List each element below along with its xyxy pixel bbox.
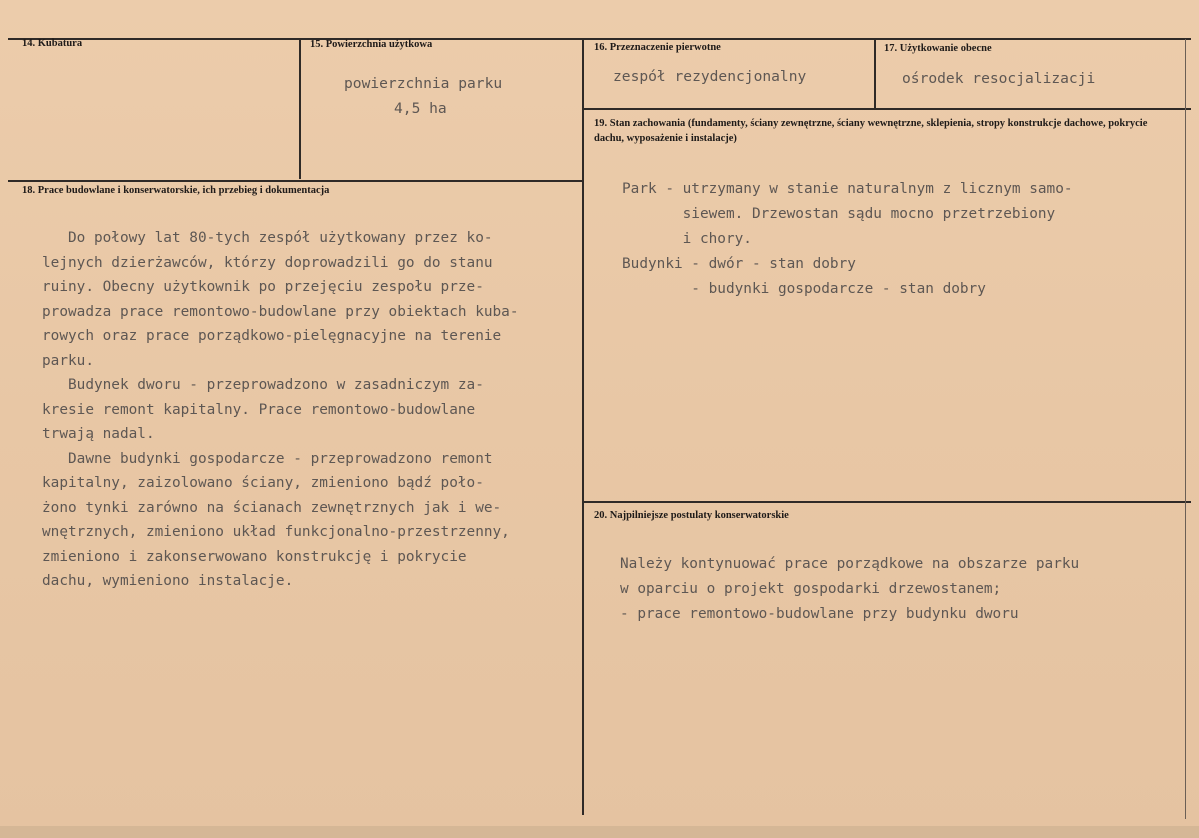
field-18-line: Budynek dworu - przeprowadzono w zasadniczym za- xyxy=(42,377,484,393)
top-rule xyxy=(8,38,1191,40)
field-18-line: prowadza prace remontowo-budowlane przy obiektach kuba- xyxy=(42,303,519,320)
field-19-text xyxy=(622,177,1073,302)
card-bottom-edge xyxy=(0,826,1199,838)
divider-14-15 xyxy=(299,39,301,179)
field-20-line: - prace remontowo-budowlane przy budynku dworu xyxy=(620,606,1019,622)
field-18-line: Do połowy lat 80-tych zespół użytkowany przez ko- xyxy=(42,230,493,246)
field-18-line: Dawne budynki gospodarcze - przeprowadzono remont xyxy=(42,450,493,467)
field-19-line: Park - utrzymany w stanie naturalnym z licznym samo- xyxy=(622,181,1073,197)
field-18-line: kapitalny, zaizolowano ściany, zmieniono bądź poło- xyxy=(42,475,484,491)
field-20-line: w oparciu o projekt gospodarki drzewostanem; xyxy=(620,581,1002,597)
field-18-line: wnętrznych, zmieniono układ funkcjonalno-przestrzenny, xyxy=(42,524,510,540)
field-20-label: 20. Najpilniejsze postulaty konserwatorskie xyxy=(594,510,789,521)
field-18-line: parku. xyxy=(42,352,94,369)
right-edge-line xyxy=(1185,39,1186,819)
field-20-line: Należy kontynuować prace porządkowe na obszarze parku xyxy=(620,556,1080,572)
field-15-value-line-2: 4,5 ha xyxy=(394,100,447,117)
field-17-label: 17. Użytkowanie obecne xyxy=(884,43,992,54)
field-16-value: zespół rezydencjonalny xyxy=(613,68,807,85)
rule-above-18 xyxy=(8,180,584,182)
field-18-text xyxy=(42,226,519,594)
field-18-label: 18. Prace budowlane i konserwatorskie, ich przebieg i dokumentacja xyxy=(22,185,330,196)
divider-16-17 xyxy=(874,39,876,109)
field-19-label: 19. Stan zachowania (fundamenty, ściany zewnętrzne, ściany wewnętrzne, sklepienia, stropy konstrukcje dachowe, pokrycie dachu, wyposażenie i instalacje) xyxy=(594,118,1148,144)
field-20-text xyxy=(620,552,1079,627)
field-18-line: lejnych dzierżawców, którzy doprowadzili go do stanu xyxy=(42,254,493,271)
rule-above-20 xyxy=(583,501,1191,503)
field-15-value-line-1: powierzchnia parku xyxy=(344,75,503,92)
field-19-line: - budynki gospodarcze - stan dobry xyxy=(622,281,986,297)
field-18-line: ruiny. Obecny użytkownik po przejęciu zespołu prze- xyxy=(42,279,484,295)
field-19-line: i chory. xyxy=(622,231,752,247)
field-18-line: żono tynki zarówno na ścianach zewnętrznych jak i we- xyxy=(42,499,502,516)
field-17-value: ośrodek resocjalizacji xyxy=(902,70,1096,87)
field-18-line: zmieniono i zakonserwowano konstrukcję i pokrycie xyxy=(42,548,467,565)
field-19-line: Budynki - dwór - stan dobry xyxy=(622,256,856,272)
field-16-label: 16. Przeznaczenie pierwotne xyxy=(594,42,721,53)
field-15-label: 15. Powierzchnia użytkowa xyxy=(310,39,433,50)
field-18-line: rowych oraz prace porządkowo-pielęgnacyjne na terenie xyxy=(42,328,502,344)
center-divider xyxy=(582,39,584,815)
field-19-line: siewem. Drzewostan sądu mocno przetrzebiony xyxy=(622,206,1056,222)
field-18-line: dachu, wymieniono instalacje. xyxy=(42,573,294,589)
field-14-label: 14. Kubatura xyxy=(22,38,83,49)
rule-above-19 xyxy=(583,108,1191,110)
field-18-line: trwają nadal. xyxy=(42,426,155,442)
field-18-line: kresie remont kapitalny. Prace remontowo-budowlane xyxy=(42,401,476,418)
